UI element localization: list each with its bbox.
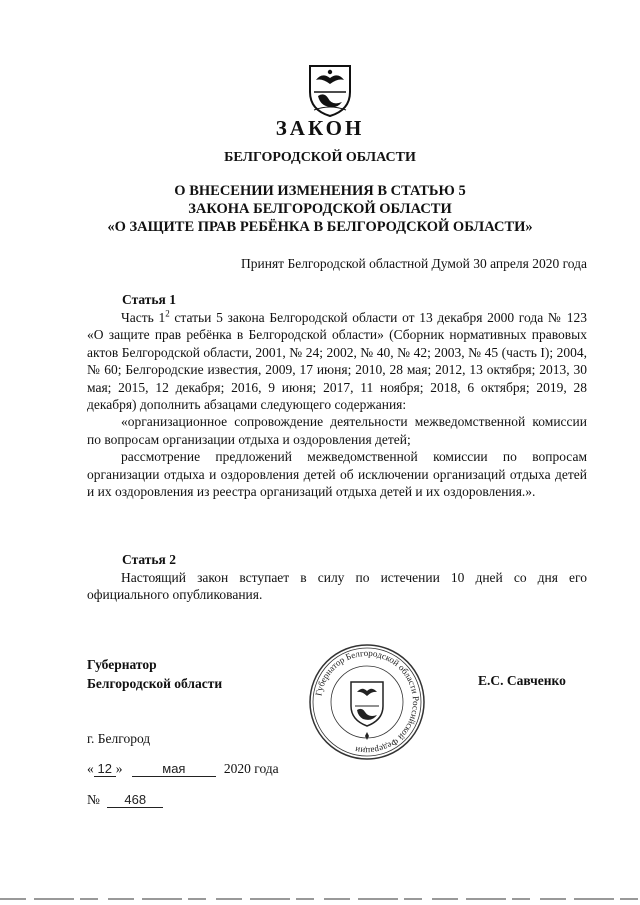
subject-line: О ВНЕСЕНИИ ИЗМЕНЕНИЯ В СТАТЬЮ 5 bbox=[174, 183, 466, 199]
number-value: 468 bbox=[107, 792, 163, 808]
signatory-position-line: Белгородской области bbox=[87, 676, 223, 691]
document-title: ЗАКОН bbox=[275, 116, 365, 140]
signatory-position-line: Губернатор bbox=[87, 657, 157, 672]
date-year: 2020 года bbox=[223, 761, 279, 776]
subject-line: ЗАКОНА БЕЛГОРОДСКОЙ ОБЛАСТИ bbox=[188, 201, 452, 217]
article-1-lead-superscript: 2 bbox=[165, 308, 170, 319]
article-2-heading: Статья 2 bbox=[122, 552, 176, 567]
date-month: мая bbox=[132, 761, 216, 777]
date-day: 12 bbox=[94, 761, 116, 777]
article-1-heading: Статья 1 bbox=[122, 292, 176, 307]
document-region: БЕЛГОРОДСКОЙ ОБЛАСТИ bbox=[224, 150, 416, 165]
law-number bbox=[87, 792, 163, 808]
law-subject bbox=[0, 182, 640, 236]
signatory-position bbox=[87, 655, 222, 693]
article-2-paragraph: Настоящий закон вступает в силу по истечении 10 дней со дня его официального опубликования. bbox=[87, 570, 587, 603]
article-1-lead-start: Часть 1 bbox=[121, 310, 166, 325]
scan-edge-divider bbox=[0, 893, 640, 905]
article-1-quote-2: рассмотрение предложений межведомственной комиссии по вопросам организации отдыха и оздоровления детей об исключении организаций отдыха детей и их оздоровления из реестра организаций отдыха детей и их оздоровления.». bbox=[87, 449, 587, 500]
article-2-body bbox=[87, 569, 587, 604]
number-label: № bbox=[87, 792, 100, 807]
article-1-lead-rest: статьи 5 закона Белгородской области от 13 декабря 2000 года № 123 «О защите прав ребёнка в Белгородской области» (Сборник нормативных правовых актов Белгородской области, 2001, № 24; 2002, № 40, № 42; 2003, № 45 (часть I); 2004, № 60; Белгородские известия, 2009, 17 июня; 2010, 28 мая; 2012, 13 октября; 2013, 30 мая; 2015, 12 декабря; 2016, 9 июня; 2017, 11 ноября; 2018, 6 октября; 2019, 28 декабря) дополнить абзацами следующего содержания: bbox=[87, 310, 587, 413]
article-1-body bbox=[87, 309, 587, 500]
date-open-quote: « bbox=[87, 761, 94, 776]
adoption-note: Принят Белгородской областной Думой 30 апреля 2020 года bbox=[241, 256, 587, 271]
signing-city: г. Белгород bbox=[87, 731, 151, 746]
seal-text: Губернатор Белгородской области Российской Федерации bbox=[313, 647, 422, 757]
article-1-quote-1: «организационное сопровождение деятельности межведомственной комиссии по вопросам организации отдыха и оздоровления детей; bbox=[87, 414, 587, 447]
coat-of-arms-icon bbox=[302, 62, 358, 118]
official-seal-icon bbox=[307, 642, 427, 762]
signing-date bbox=[87, 761, 279, 777]
subject-line: «О ЗАЩИТЕ ПРАВ РЕБЁНКА В БЕЛГОРОДСКОЙ ОБЛАСТИ» bbox=[107, 219, 533, 235]
signatory-name: Е.С. Савченко bbox=[478, 673, 566, 688]
date-close-quote: » bbox=[115, 761, 123, 776]
article-1-paragraph bbox=[87, 309, 587, 413]
